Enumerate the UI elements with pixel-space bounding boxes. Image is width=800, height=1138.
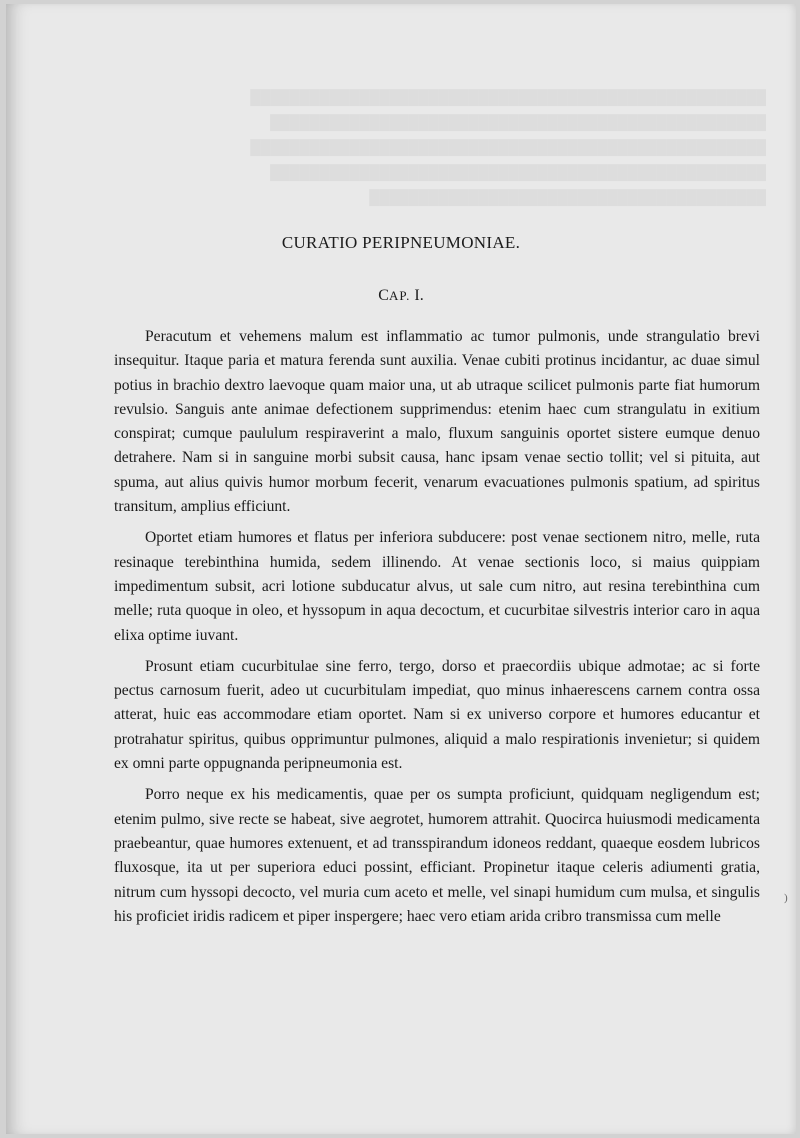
body-text <box>114 325 760 936</box>
chapter-prefix-smallcaps: AP. <box>388 288 411 303</box>
chapter-number: I. <box>414 287 424 304</box>
paragraph: Peracutum et vehemens malum est inflammatio ac tumor pulmonis, unde strangulatio brevi insequitur. Itaque paria et matura ferenda sunt auxilia. Venae cubiti protinus incidantur, ac duae simul potius in brachio dextro laevoque quam maior una, ut ab utraque scilicet pulmonis parte fiat humorum revulsio. Sanguis ante animae defectionem supprimendus: etenim haec cum strangulatu in exitium conspirat; cumque paululum respiraverint a malo, fluxum sanguinis oportet sistere eumque denuo detrahere. Nam si in sanguine morbi subsit causa, hanc ipsam venae sectio tollit; vel si pituita, aut spuma, aut alius quivis humor morbum fecerit, venarum evacuationes pulmonis spatium, ad spiritus transitum, amplius efficiunt. <box>114 328 760 516</box>
chapter-heading <box>6 287 796 305</box>
paragraph: Porro neque ex his medicamentis, quae per os sumpta proficiunt, quidquam negligendum est; etenim pulmo, sive recte se habeat, sive aegrotet, humorem attrahit. Quocirca huiusmodi medicamenta praebeantur, quae humores extenuent, et ad transspirandum idoneos reddant, quaeque eosdem lubricos fluxosque, ita ut per superiora educi possint, efficiant. Propinetur itaque celeris adiumenti gratia, nitrum cum hyssopi decocto, vel muria cum aceto et melle, vel sinapi humidum cum mulsa, et singulis his proficiet iridis radicem et piper inspergere; haec vero etiam arida cribro transmissa cum melle <box>114 786 760 925</box>
paragraph: Oportet etiam humores et flatus per inferiora subducere: post venae sectionem nitro, melle, ruta resinaque terebinthina humida, sedem illinendo. At venae sectionis loco, si maius quippiam impedimentum subsit, acri lotione subducatur alvus, ut sale cum nitro, aut resina terebinthina cum melle; ruta quoque in oleo, et hyssopum in aqua decoctum, et cucurbitae silvestris interior caro in aqua elixa optime iuvant. <box>114 529 760 644</box>
chapter-prefix: C <box>378 287 389 304</box>
paragraph: Prosunt etiam cucurbitulae sine ferro, tergo, dorso et praecordiis ubique admotae; ac si forte pectus carnosum fuerit, adeo ut cucurbitulam impediat, quo minus inhaerescens carnem contra ossa atterat, huic eas accommodare etiam oportet. Nam si ex universo corpore et humores educantur et protrahatur spiritus, quibus opprimuntur pulmones, aliquid a malo respirationis invenietur; si quidem ex omni parte oppugnanda peripneumonia est. <box>114 657 760 773</box>
margin-mark: ) <box>784 892 788 904</box>
show-through-text: ████████████████████████████████████████████████████ ██████████████████████████████████████████████████ ████████████████████████████████████████████████████ ██████████████████████████████████████████████████ ████████████████████████████████████████ <box>250 91 766 206</box>
book-page <box>6 4 796 1134</box>
page-title: CURATIO PERIPNEUMONIAE. <box>281 233 521 252</box>
